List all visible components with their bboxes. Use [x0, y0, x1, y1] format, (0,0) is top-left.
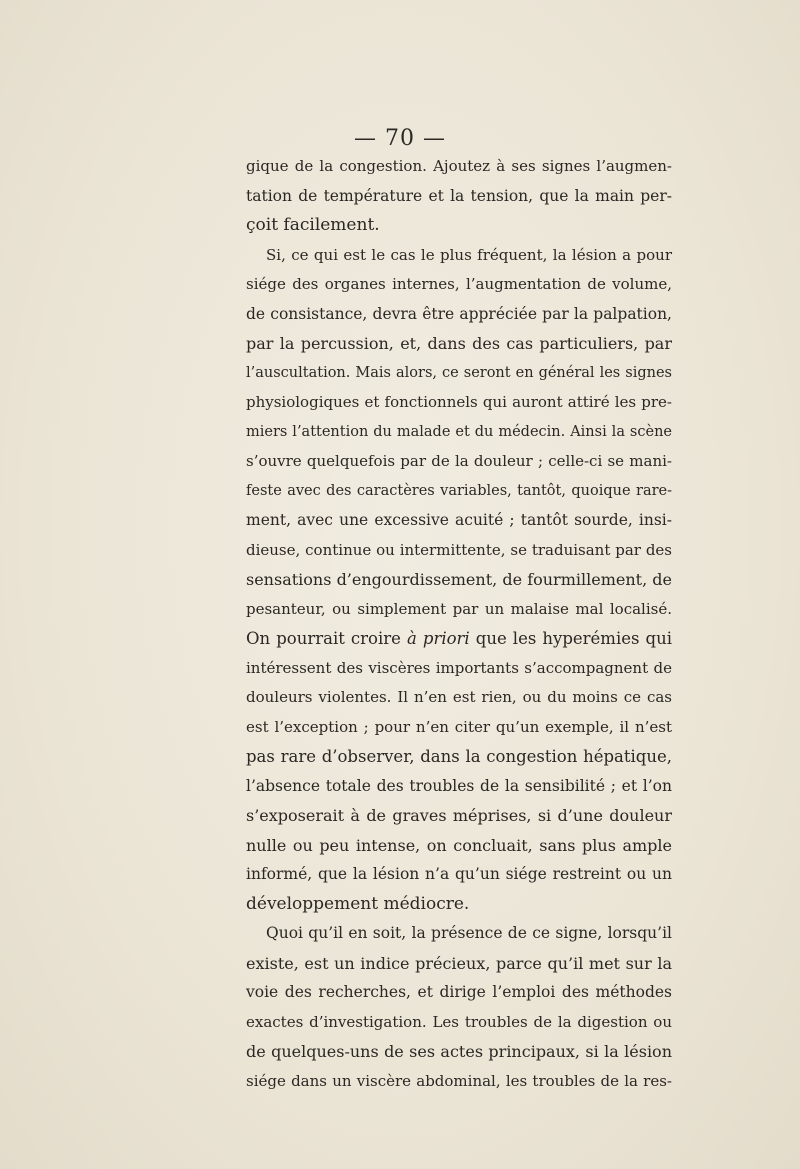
text-line: feste avec des caractères variables, tantôt, quoique rare-: [246, 482, 672, 499]
text-line: voie des recherches, et dirige l’emploi des méthodes: [246, 983, 672, 1001]
text-line: ment, avec une excessive acuité ; tantôt sourde, insi-: [246, 511, 672, 529]
text-line: tation de température et la tension, que la main per-: [246, 186, 672, 205]
italic-phrase: à priori: [406, 629, 470, 648]
body-text: [246, 152, 672, 1096]
text-line: s’ouvre quelquefois par de la douleur ; celle-ci se mani-: [246, 452, 672, 470]
text-line: pesanteur, ou simplement par un malaise mal localisé.: [246, 599, 672, 618]
text-line: par la percussion, et, dans des cas particuliers, par: [246, 334, 672, 353]
text-line: sensations d’engourdissement, de fourmillement, de: [246, 570, 672, 589]
text-segment: que les hyperémies qui: [469, 629, 672, 648]
text-line: Si, ce qui est le cas le plus fréquent, la lésion a pour: [266, 245, 672, 264]
text-line: développement médiocre.: [246, 893, 470, 914]
text-line: nulle ou peu intense, on concluait, sans plus ample: [246, 835, 672, 855]
text-line: s’exposerait à de graves méprises, si d’une douleur: [246, 806, 672, 825]
text-line: douleurs violentes. Il n’en est rien, ou du moins ce cas: [246, 688, 672, 706]
text-line: l’absence totale des troubles de la sensibilité ; et l’on: [246, 776, 672, 795]
text-line: Quoi qu’il en soit, la présence de ce signe, lorsqu’il: [266, 924, 672, 942]
text-line: exactes d’investigation. Les troubles de la digestion ou: [246, 1012, 672, 1031]
text-line: est l’exception ; pour n’en citer qu’un exemple, il n’est: [246, 717, 672, 736]
text-line: de consistance, devra être appréciée par la palpation,: [246, 304, 672, 323]
text-line: de quelques-uns de ses actes principaux, si la lésion: [246, 1042, 672, 1061]
text-line: physiologiques et fonctionnels qui auront attiré les pre-: [246, 393, 672, 411]
text-line: existe, est un indice précieux, parce qu’il met sur la: [246, 953, 672, 973]
text-line: l’auscultation. Mais alors, ce seront en général les signes: [246, 364, 672, 381]
text-line: informé, que la lésion n’a qu’un siége restreint ou un: [246, 865, 672, 883]
text-line: siége dans un viscère abdominal, les troubles de la res-: [246, 1071, 672, 1090]
text-line: miers l’attention du malade et du médecin. Ainsi la scène: [246, 423, 672, 440]
page-number: — 70 —: [354, 126, 446, 151]
text-segment: On pourrait croire: [246, 629, 407, 648]
text-line-mixed: [246, 624, 672, 654]
text-line: çoit facilement.: [246, 215, 380, 235]
text-line: gique de la congestion. Ajoutez à ses signes l’augmen-: [246, 157, 672, 175]
text-line: siége des organes internes, l’augmentation de volume,: [246, 275, 672, 293]
text-line: intéressent des viscères importants s’accompagnent de: [246, 658, 672, 677]
text-line: dieuse, continue ou intermittente, se traduisant par des: [246, 540, 672, 559]
text-line: pas rare d’observer, dans la congestion hépatique,: [246, 747, 672, 766]
